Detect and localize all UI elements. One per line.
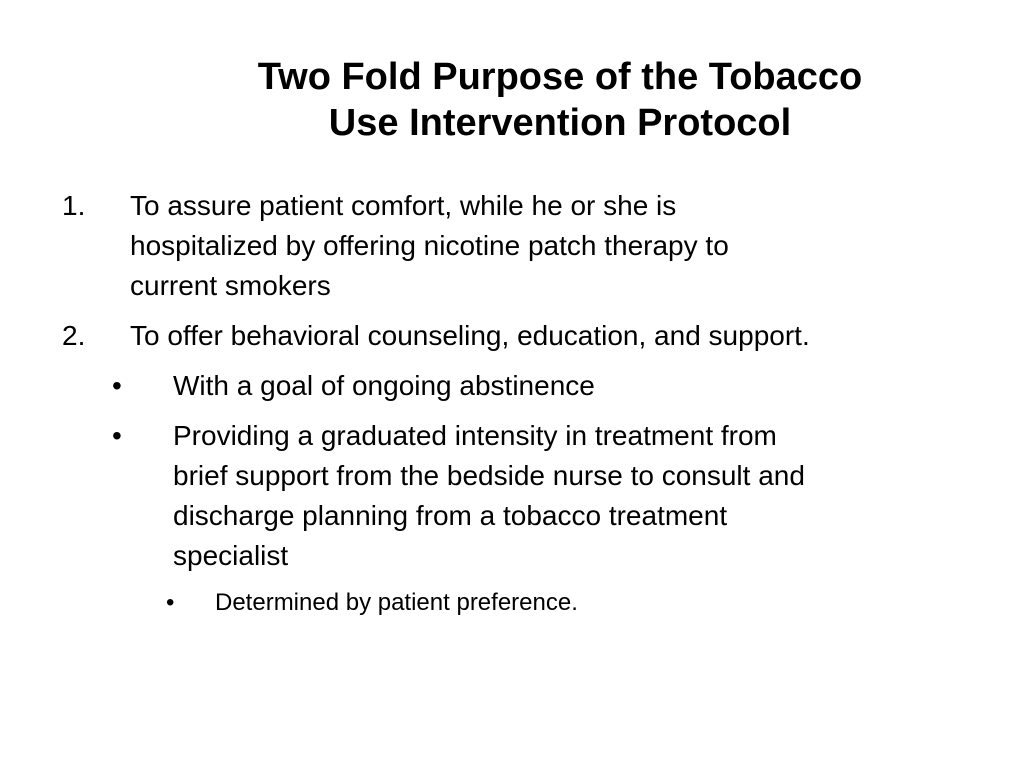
- item-text-line: To assure patient comfort, while he or she is: [130, 190, 677, 221]
- item-text-line: hospitalized by offering nicotine patch therapy to: [130, 230, 729, 261]
- slide-title-line-2: Use Intervention Protocol: [328, 102, 792, 144]
- item-text-line: specialist: [173, 540, 289, 571]
- item-number: 2.: [62, 320, 86, 351]
- item-text: [173, 416, 973, 576]
- item-text: [173, 366, 973, 406]
- item-text: [130, 186, 980, 306]
- bullet-icon: •: [112, 370, 122, 401]
- item-text-line: brief support from the bedside nurse to consult and: [173, 460, 805, 491]
- bullet-icon: •: [112, 420, 122, 451]
- slide-title-line-1: Two Fold Purpose of the Tobacco: [257, 56, 863, 98]
- item-number: 1.: [62, 190, 86, 221]
- bullet-icon: •: [166, 589, 175, 616]
- item-text: [215, 587, 915, 619]
- item-text-line: discharge planning from a tobacco treatment: [173, 500, 728, 531]
- item-text-line: With a goal of ongoing abstinence: [173, 370, 595, 401]
- item-text-line: Providing a graduated intensity in treatment from: [173, 420, 777, 451]
- item-text-line: Determined by patient preference.: [215, 589, 578, 616]
- item-text-line: To offer behavioral counseling, education, and support.: [130, 320, 810, 351]
- item-text-line: current smokers: [130, 270, 331, 301]
- item-text: [130, 316, 980, 356]
